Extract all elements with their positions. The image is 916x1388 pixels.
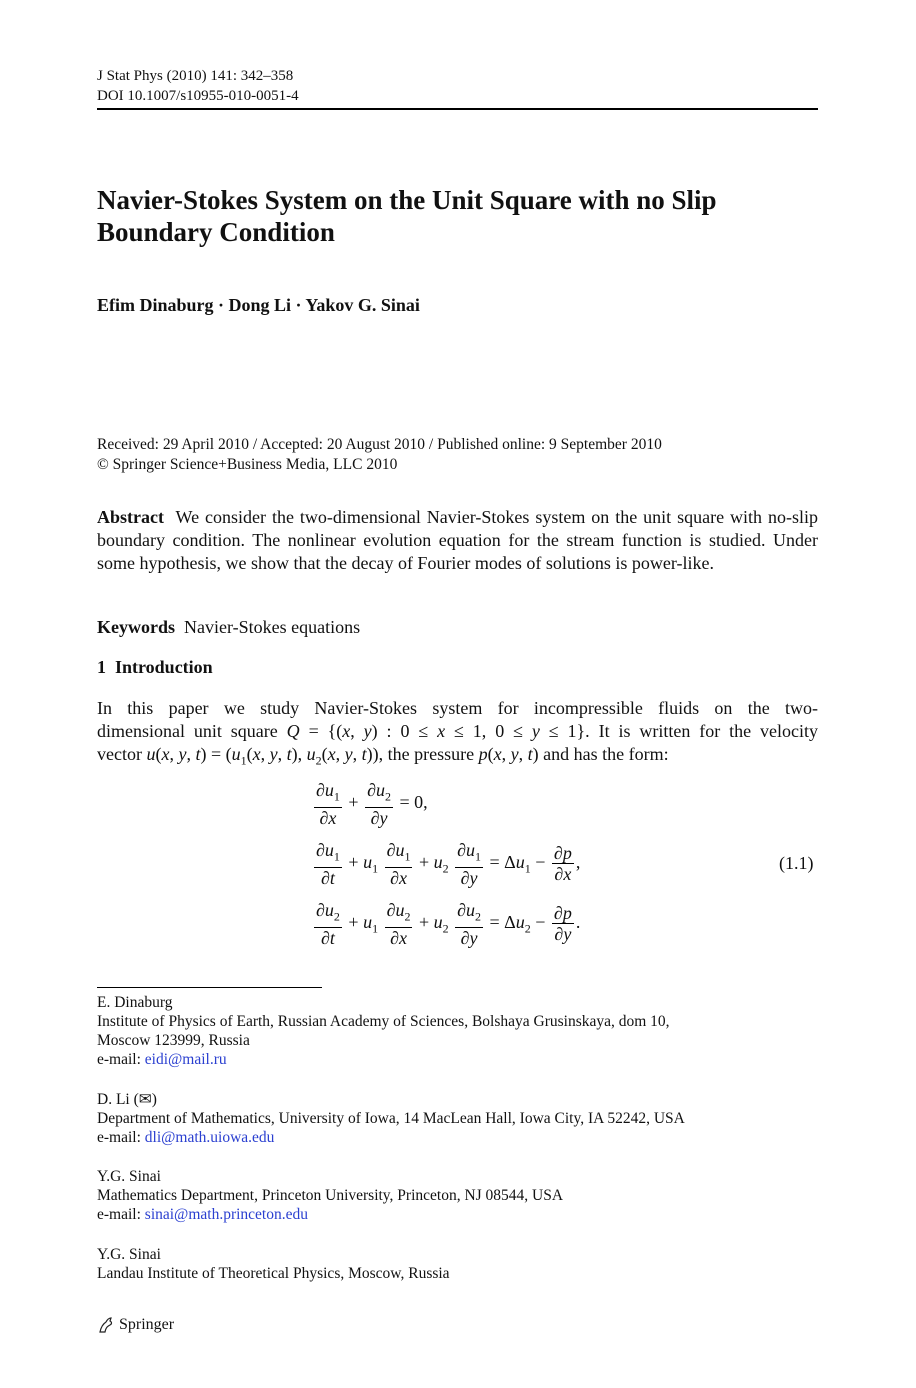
equation-momentum-y: $\frac{\partial u_2}{\partial t}$ + $u_1$ $\frac{\partial u_2}{\partial x}$ + $u_2$ $\frac{\partial u_2}{\partial y}$ = $\Delta u_2$ − $\frac{\partial p}{\partial y}$ . bbox=[316, 900, 581, 948]
equation-momentum-x: $\frac{\partial u_1}{\partial t}$ + $u_1$ $\frac{\partial u_1}{\partial x}$ + $u_2$ $\frac{\partial u_1}{\partial y}$ = $\Delta u_1$ − $\frac{\partial p}{\partial x}$ , bbox=[316, 840, 581, 888]
email-label: e-mail: bbox=[97, 1051, 141, 1068]
journal-citation: J Stat Phys (2010) 141: 342–358 bbox=[97, 68, 294, 84]
affiliation-email-row bbox=[97, 1128, 685, 1147]
footnote-rule bbox=[97, 987, 322, 988]
publication-dates bbox=[97, 435, 662, 475]
affiliation-address: Landau Institute of Theoretical Physics, Moscow, Russia bbox=[97, 1265, 450, 1282]
email-link[interactable]: dli@math.uiowa.edu bbox=[144, 1129, 275, 1146]
intro-line-2: dimensional unit square Q = {(x, y) : 0 ≤ x ≤ 1, 0 ≤ y ≤ 1}. It is written for the velocity bbox=[97, 721, 819, 741]
paper-title: Navier-Stokes System on the Unit Square with no Slip Boundary Condition bbox=[97, 185, 717, 247]
journal-header bbox=[97, 66, 299, 106]
email-link[interactable]: sinai@math.princeton.edu bbox=[144, 1206, 308, 1223]
intro-text: vector bbox=[97, 744, 142, 764]
affiliation-name: Y.G. Sinai bbox=[97, 1168, 161, 1185]
math-inline: Q bbox=[286, 721, 300, 741]
affiliation-address: Institute of Physics of Earth, Russian Academy of Sciences, Bolshaya Grusinskaya, dom 10, bbox=[97, 1013, 670, 1030]
received-dates: Received: 29 April 2010 / Accepted: 20 August 2010 / Published online: 9 September 2010 bbox=[97, 436, 662, 453]
header-rule bbox=[97, 108, 818, 110]
publisher-name: Springer bbox=[119, 1316, 175, 1333]
email-link[interactable]: eidi@mail.ru bbox=[144, 1051, 227, 1068]
copyright-line: © Springer Science+Business Media, LLC 2010 bbox=[97, 456, 398, 473]
affiliation-address: Mathematics Department, Princeton University, Princeton, NJ 08544, USA bbox=[97, 1187, 564, 1204]
equation-continuity: $\frac{\partial u_1}{\partial x}$ + $\frac{\partial u_2}{\partial y}$ = 0, bbox=[316, 780, 428, 828]
keywords-text: Navier-Stokes equations bbox=[184, 617, 361, 637]
email-label: e-mail: bbox=[97, 1206, 141, 1223]
publisher-footer bbox=[97, 1316, 174, 1334]
affiliation-email-row bbox=[97, 1205, 563, 1224]
affiliation-sinai-princeton bbox=[97, 1167, 563, 1224]
affiliation-name: D. Li (✉) bbox=[97, 1091, 157, 1108]
affiliation-name: Y.G. Sinai bbox=[97, 1246, 161, 1263]
math-inline: u bbox=[146, 744, 156, 764]
springer-horse-icon bbox=[97, 1316, 115, 1334]
intro-paragraph bbox=[97, 697, 818, 773]
equation-number: (1.1) bbox=[779, 853, 814, 873]
affiliation-sinai-landau bbox=[97, 1245, 450, 1283]
affiliation-address: Department of Mathematics, University of Iowa, 14 MacLean Hall, Iowa City, IA 52242, USA bbox=[97, 1110, 685, 1127]
section-number: 1 bbox=[97, 657, 106, 677]
intro-text: and has the form: bbox=[543, 744, 669, 764]
abstract bbox=[97, 506, 818, 575]
intro-line-1: In this paper we study Navier-Stokes system for incompressible fluids on the two- bbox=[97, 698, 818, 718]
keywords-label: Keywords bbox=[97, 617, 175, 637]
abstract-label: Abstract bbox=[97, 507, 164, 527]
intro-text: dimensional unit square bbox=[97, 721, 278, 741]
affiliation-dinaburg bbox=[97, 993, 670, 1069]
affiliation-email-row bbox=[97, 1050, 670, 1069]
email-label: e-mail: bbox=[97, 1129, 141, 1146]
section-title: Introduction bbox=[115, 657, 213, 677]
paper-authors: Efim Dinaburg · Dong Li · Yakov G. Sinai bbox=[97, 295, 420, 315]
abstract-text: We consider the two-dimensional Navier-Stokes system on the unit square with no-slip boundary condition. The nonlinear evolution equation for the stream function is studied. Under some hypothesis, we show that the decay of Fourier modes of solutions is power-like. bbox=[97, 507, 818, 573]
journal-doi: DOI 10.1007/s10955-010-0051-4 bbox=[97, 88, 299, 104]
affiliation-address: Moscow 123999, Russia bbox=[97, 1032, 250, 1049]
section-heading bbox=[97, 657, 213, 678]
affiliation-name: E. Dinaburg bbox=[97, 994, 173, 1011]
intro-text: the pressure bbox=[387, 744, 475, 764]
keywords bbox=[97, 617, 360, 638]
intro-line-3: vector u(x, y, $t) = (u_1(x$, y, t), $u_2(x$, y, t)), the pressure p(x, y, t) and has the form: bbox=[97, 744, 669, 768]
affiliation-li bbox=[97, 1090, 685, 1147]
intro-text: It is written for the velocity bbox=[598, 721, 819, 741]
